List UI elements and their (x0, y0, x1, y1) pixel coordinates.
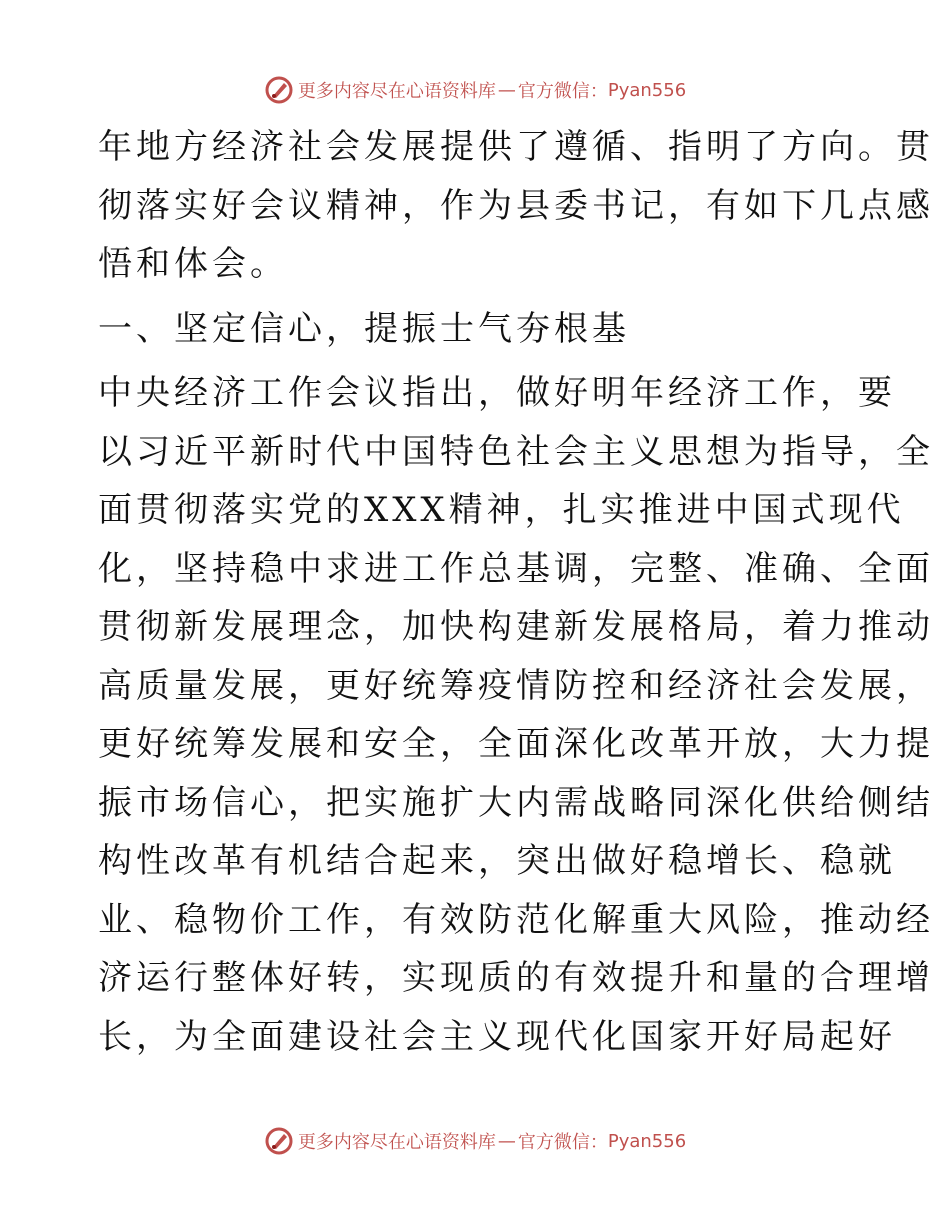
watermark-title: 更多内容尽在心语资料库 (297, 1132, 496, 1153)
pen-logo-icon (264, 1126, 294, 1156)
text-line: 中央经济工作会议指出，做好明年经济工作，要 (98, 373, 896, 413)
text-line: 年地方经济社会发展提供了遵循、指明了方向。贯 (98, 127, 934, 167)
heading-line: 一、坚定信心，提振士气夯根基 (98, 308, 630, 349)
watermark-separator: — (497, 1130, 516, 1152)
header-watermark (0, 70, 950, 110)
section-heading (98, 300, 858, 359)
text-line: 长，为全面建设社会主义现代化国家开好局起好 (98, 1016, 896, 1057)
watermark-label: 官方微信： (517, 81, 608, 102)
paragraph-intro (98, 118, 934, 294)
text-line: 悟和体会。 (98, 244, 288, 284)
text-line: 彻落实好会议精神，作为县委书记，有如下几点感 (98, 185, 934, 226)
watermark-account: Pyan556 (607, 1130, 687, 1152)
text-line: 化，坚持稳中求进工作总基调，完整、准确、全面 (98, 548, 934, 589)
text-line: 济运行整体好转，实现质的有效提升和量的合理增 (98, 958, 934, 998)
pen-logo-icon (264, 75, 294, 105)
watermark-label: 官方微信： (517, 1132, 608, 1153)
paragraph-main (98, 364, 934, 1066)
watermark-account: Pyan556 (607, 79, 687, 101)
footer-watermark (0, 1121, 950, 1161)
text-line: 面贯彻落实党的XXX精神，扎实推进中国式现代 (98, 490, 905, 530)
text-line: 业、稳物价工作，有效防范化解重大风险，推动经 (98, 899, 934, 940)
text-line: 构性改革有机结合起来，突出做好稳增长、稳就 (98, 841, 896, 881)
text-line: 更好统筹发展和安全，全面深化改革开放，大力提 (98, 724, 934, 764)
text-line: 贯彻新发展理念，加快构建新发展格局，着力推动 (98, 607, 934, 647)
text-line: 以习近平新时代中国特色社会主义思想为指导，全 (98, 431, 934, 472)
text-line: 振市场信心，把实施扩大内需战略同深化供给侧结 (98, 782, 934, 823)
text-line: 高质量发展，更好统筹疫情防控和经济社会发展， (98, 665, 934, 706)
watermark-separator: — (497, 79, 516, 101)
document-body (98, 118, 934, 1066)
watermark-title: 更多内容尽在心语资料库 (297, 81, 496, 102)
